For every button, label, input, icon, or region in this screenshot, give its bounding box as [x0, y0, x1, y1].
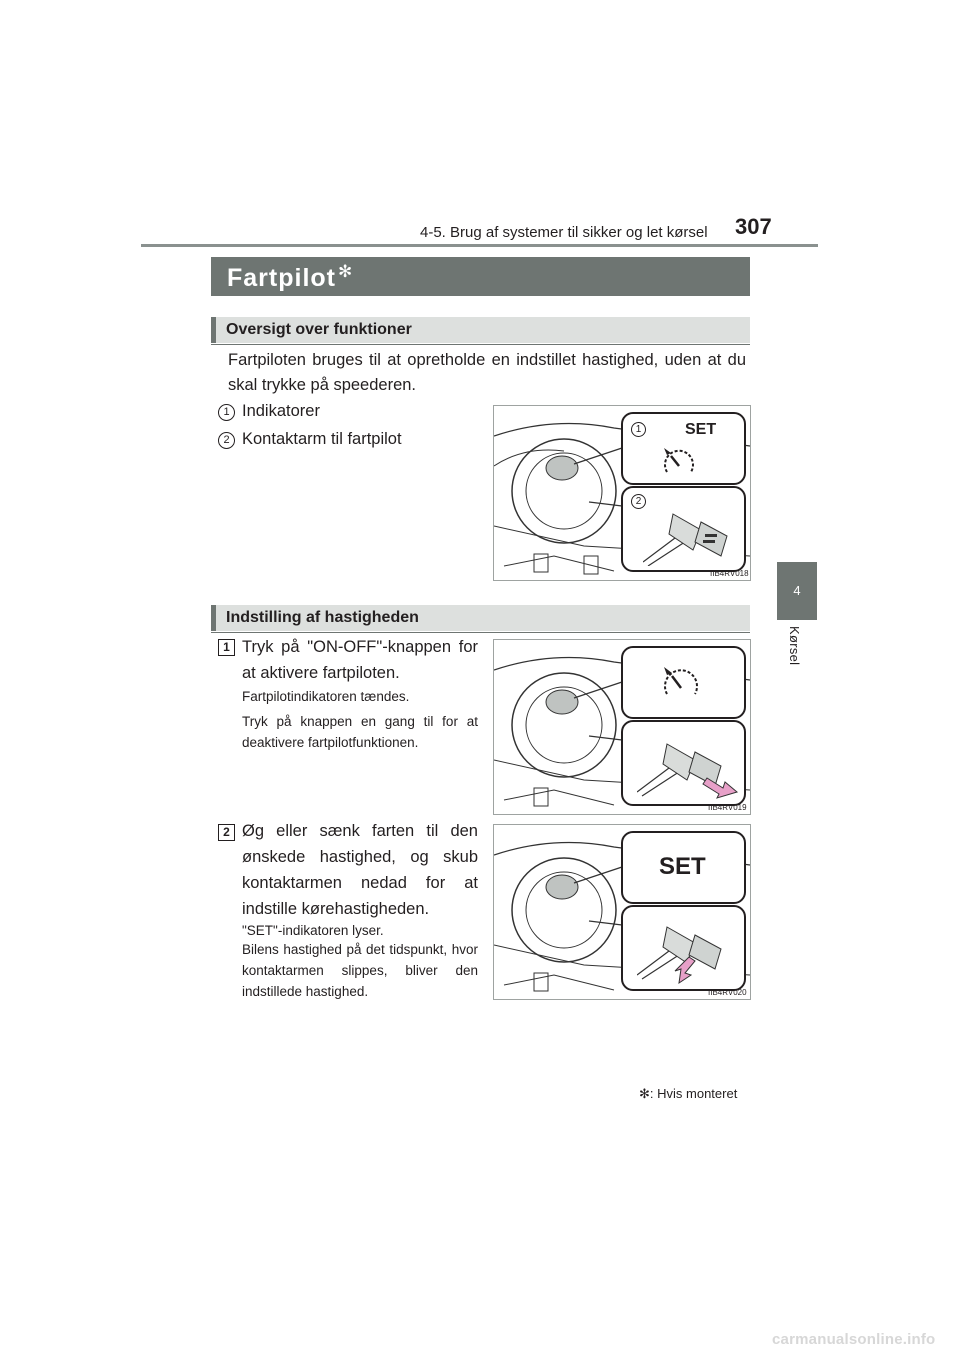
section-heading-text: Indstilling af hastigheden — [226, 609, 419, 626]
section-accent — [211, 317, 216, 343]
callout-number: 2 — [631, 494, 646, 509]
section-accent — [211, 605, 216, 631]
page-title — [227, 262, 353, 293]
list-item-indicators: Indikatorer — [242, 402, 320, 420]
intro-paragraph: Fartpiloten bruges til at opretholde en indstillet hastighed, uden at du skal trykke på speederen. — [228, 351, 746, 394]
cruise-control-icon — [661, 662, 701, 702]
step-number: 1 — [218, 639, 235, 656]
callout-number: 1 — [631, 422, 646, 437]
push-arrow-icon — [703, 778, 737, 798]
pull-down-arrow-icon — [675, 957, 695, 983]
cruise-control-icon — [661, 444, 697, 478]
set-indicator-text: SET — [659, 853, 706, 880]
section-heading-text: Oversigt over funktioner — [226, 321, 412, 338]
callout-indicator — [621, 831, 746, 904]
step-2-note: "SET"-indikatoren lyser. — [242, 923, 384, 938]
figure-code: IIB4RV019 — [708, 803, 747, 812]
callout-indicator — [621, 412, 746, 485]
figure-code: IIB4RV018 — [710, 569, 749, 578]
footnote — [639, 1086, 737, 1102]
title-bar — [211, 257, 750, 296]
section-heading-speed — [211, 605, 750, 631]
header-rule — [141, 244, 818, 247]
running-header: 4-5. Brug af systemer til sikker og let kørsel — [420, 224, 708, 241]
list-number: 1 — [218, 404, 235, 421]
section-underline — [211, 344, 750, 345]
step-2-text: Øg eller sænk farten til den ønskede hastighed, og skub kontaktarmen nedad for at indstille kørehastigheden. — [242, 822, 478, 918]
page-number: 307 — [735, 214, 772, 239]
callout-lever — [621, 905, 746, 991]
step-2-note: Bilens hastighed på det tidspunkt, hvor kontaktarmen slippes, bliver den indstillede hastighed. — [242, 942, 478, 999]
chapter-label: Kørsel — [787, 626, 802, 666]
title-text: Fartpilot — [227, 264, 336, 292]
control-lever-icon — [637, 915, 741, 985]
list-item-lever: Kontaktarm til fartpilot — [242, 430, 402, 448]
control-lever-icon — [643, 502, 739, 566]
figure-step-2 — [493, 824, 751, 1000]
callout-lever — [621, 720, 746, 806]
footnote-mark: ✻ — [639, 1086, 650, 1101]
section-underline — [211, 632, 750, 633]
step-1-text: Tryk på "ON-OFF"-knappen for at aktivere fartpiloten. — [242, 638, 478, 682]
footnote-text: : Hvis monteret — [649, 1086, 738, 1101]
section-heading-overview — [211, 317, 750, 343]
step-1-note: Tryk på knappen en gang til for at deaktivere fartpilotfunktionen. — [242, 714, 478, 750]
step-number: 2 — [218, 824, 235, 841]
figure-step-1 — [493, 639, 751, 815]
callout-lever — [621, 486, 746, 572]
figure-code: IIB4RV020 — [708, 988, 747, 997]
asterisk-mark: ✻ — [338, 262, 354, 281]
watermark: carmanualsonline.info — [772, 1331, 936, 1348]
list-number: 2 — [218, 432, 235, 449]
callout-indicator — [621, 646, 746, 719]
figure-overview — [493, 405, 751, 581]
step-1-note: Fartpilotindikatoren tændes. — [242, 689, 410, 704]
control-lever-icon — [637, 732, 741, 800]
set-indicator-text: SET — [685, 421, 717, 438]
chapter-tab: 4 — [777, 562, 817, 620]
